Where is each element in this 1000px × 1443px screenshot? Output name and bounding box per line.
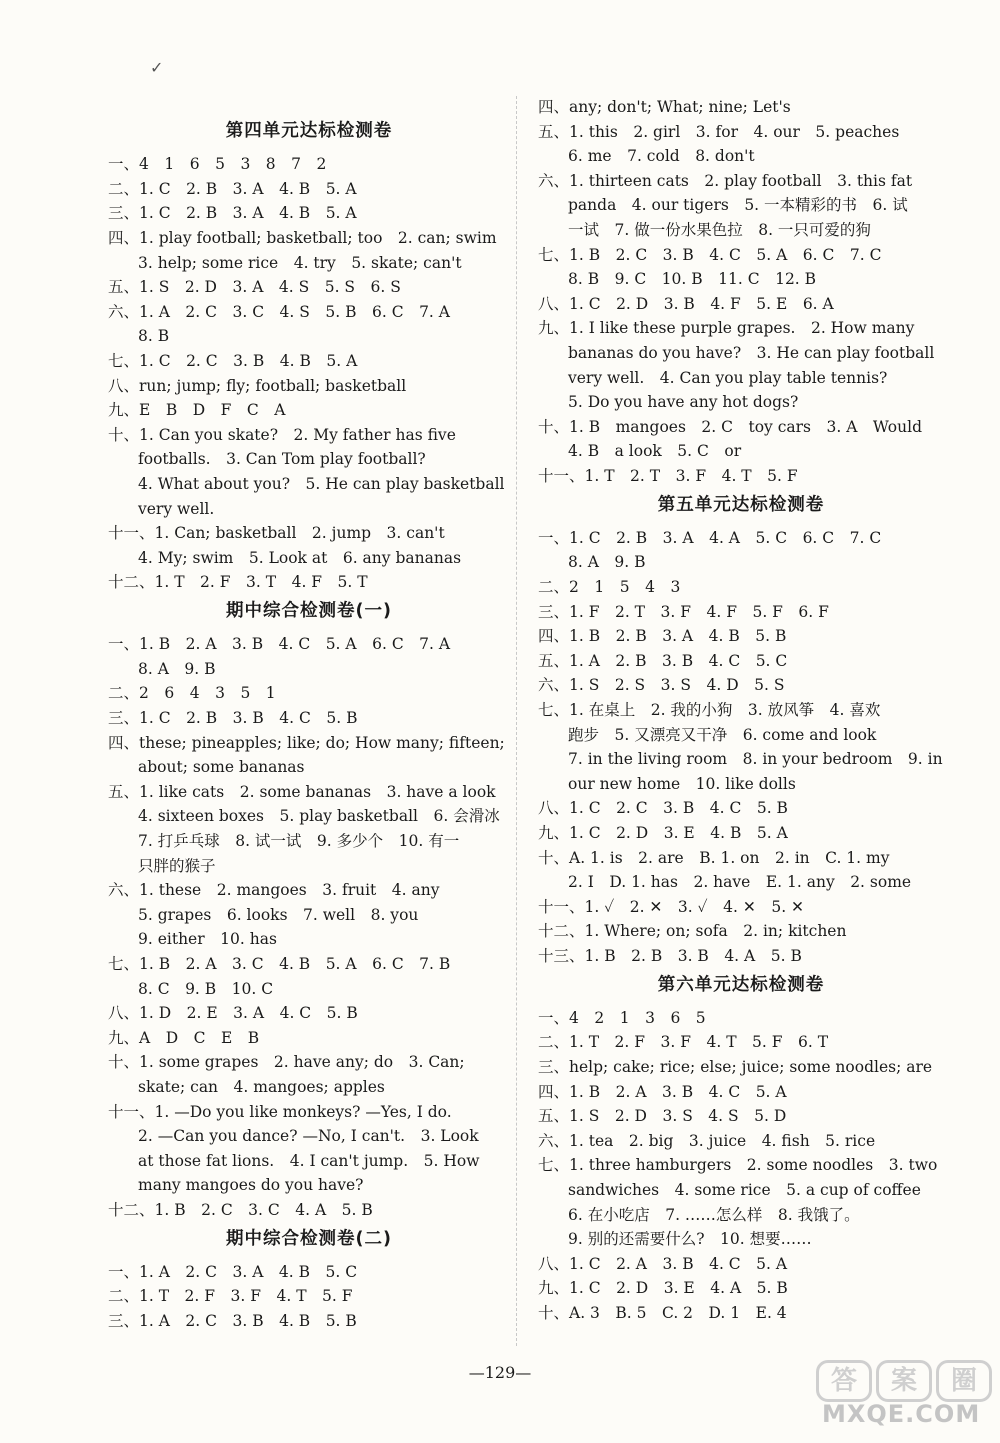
answer-line: 九、1. C 2. D 3. E 4. A 5. B [538,1279,788,1298]
answer-line: 六、1. S 2. S 3. S 4. D 5. S [538,676,785,695]
answer-line: 五、1. S 2. D 3. A 4. S 5. S 6. S [108,278,401,297]
answer-line: our new home 10. like dolls [568,774,796,793]
watermark-char: 圈 [936,1360,992,1402]
answer-line: 十二、1. B 2. C 3. C 4. A 5. B [108,1201,373,1220]
answer-line: 三、1. C 2. B 3. B 4. C 5. B [108,709,358,728]
answer-line: 五、1. this 2. girl 3. for 4. our 5. peaches [538,122,900,141]
answer-line: 二、2 6 4 3 5 1 [108,684,276,703]
check-mark: ✓ [150,58,164,77]
answer-line: 9. 别的还需要什么? 10. 想要…… [568,1230,812,1249]
answer-line: 8. A 9. B [568,553,646,572]
answer-line: panda 4. our tigers 5. 一本精彩的书 6. 试 [568,196,908,215]
answer-line: very well. 4. Can you play table tennis? [568,368,888,387]
answer-line: 2. I D. 1. has 2. have E. 1. any 2. some [568,873,912,892]
answer-line: 六、1. these 2. mangoes 3. fruit 4. any [108,881,440,900]
answer-line: 七、1. three hamburgers 2. some noodles 3. two [538,1156,938,1175]
answer-line: 三、1. A 2. C 3. B 4. B 5. B [108,1312,357,1331]
answer-line: 5. grapes 6. looks 7. well 8. you [138,905,419,924]
answer-line: 一、1. C 2. B 3. A 4. A 5. C 6. C 7. C [538,528,882,547]
answer-line: 一、1. A 2. C 3. A 4. B 5. C [108,1262,358,1281]
answer-line: 一、4 2 1 3 6 5 [538,1008,706,1027]
answer-line: 二、2 1 5 4 3 [538,578,681,596]
answer-line: 一试 7. 做一份水果色拉 8. 一只可爱的狗 [568,221,871,239]
answer-line: 七、1. 在桌上 2. 我的小狗 3. 放风筝 4. 喜欢 [538,701,881,719]
answer-line: 只胖的猴子 [138,856,216,875]
watermark-char: 案 [876,1360,932,1402]
answer-line: 十、1. some grapes 2. have any; do 3. Can; [108,1053,465,1072]
answer-line: 4. My; swim 5. Look at 6. any bananas [138,548,462,567]
answer-line: 四、these; pineapples; like; do; How many; fifteen; [108,733,505,752]
answer-line: 二、1. T 2. F 3. F 4. T 5. F 6. T [538,1033,829,1052]
answer-line: 七、1. B 2. A 3. C 4. B 5. A 6. C 7. B [108,955,451,974]
answer-line: 十一、1. T 2. T 3. F 4. T 5. F [538,467,798,485]
answer-line: very well. [138,499,215,518]
answer-line: 4. B a look 5. C or [568,442,742,461]
answer-line: 7. in the living room 8. in your bedroom 9. in [568,750,943,769]
answer-line: 8. A 9. B [138,659,216,678]
answer-line: 十、1. Can you skate? 2. My father has five [108,425,456,444]
section-heading: 第五单元达标检测卷 [657,494,825,515]
answer-line: 四、1. play football; basketball; too 2. can; swim [108,229,497,247]
answer-line: 八、1. C 2. C 3. B 4. C 5. B [538,799,788,818]
answer-line: 十、A. 3 B. 5 C. 2 D. 1 E. 4 [538,1304,787,1323]
answer-line: 二、1. T 2. F 3. F 4. T 5. F [108,1287,353,1306]
answer-line: about; some bananas [138,758,305,777]
answer-line: 五、1. like cats 2. some bananas 3. have a look [108,782,496,801]
watermark-url: MXQE.COM [822,1400,981,1428]
answer-line: 二、1. C 2. B 3. A 4. B 5. A [108,179,357,198]
answer-line: 4. sixteen boxes 5. play basketball 6. 会滑冰 [138,807,500,826]
answer-line: 一、1. B 2. A 3. B 4. C 5. A 6. C 7. A [108,635,451,654]
answer-line: 四、1. B 2. A 3. B 4. C 5. A [538,1082,787,1101]
answer-line: 十一、1. —Do you like monkeys? —Yes, I do. [108,1102,452,1121]
answer-line: 十一、1. ✓ 2. ✕ 3. ✓ 4. ✕ 5. ✕ [538,897,805,916]
answer-line: 9. either 10. has [138,930,277,949]
answer-line: 4. What about you? 5. He can play basketball [138,475,505,493]
answer-line: skate; can 4. mangoes; apples [138,1078,385,1097]
section-heading: 期中综合检测卷(二) [226,1228,392,1249]
column-divider [516,96,517,1346]
answer-line: 十二、1. T 2. F 3. T 4. F 5. T [108,573,368,592]
answer-line: 九、1. I like these purple grapes. 2. How many [538,319,915,338]
answer-line: 十二、1. Where; on; sofa 2. in; kitchen [538,922,847,941]
answer-line: 八、1. C 2. A 3. B 4. C 5. A [538,1254,788,1273]
answer-line: 三、1. C 2. B 3. A 4. B 5. A [108,204,357,223]
answer-line: sandwiches 4. some rice 5. a cup of coffee [568,1181,921,1200]
answer-line: 5. Do you have any hot dogs? [568,393,799,412]
watermark-char: 答 [816,1360,872,1402]
answer-line: footballs. 3. Can Tom play football? [138,450,426,469]
answer-line: 十三、1. B 2. B 3. B 4. A 5. B [538,947,802,965]
answer-line: 八、1. C 2. D 3. B 4. F 5. E 6. A [538,294,834,313]
answer-line: 五、1. A 2. B 3. B 4. C 5. C [538,651,788,670]
answer-line: 六、1. thirteen cats 2. play football 3. this fat [538,171,913,190]
answer-line: 一、4 1 6 5 3 8 7 2 [108,155,327,174]
answer-line: 8. C 9. B 10. C [138,979,274,998]
answer-line: 6. 在小吃店 7. ……怎么样 8. 我饿了。 [568,1205,860,1224]
answer-line: 九、A D C E B [108,1028,260,1047]
answer-line: 七、1. B 2. C 3. B 4. C 5. A 6. C 7. C [538,245,882,264]
answer-line: many mangoes do you have? [138,1176,364,1195]
answer-line: 六、1. tea 2. big 3. juice 4. fish 5. rice [538,1131,876,1150]
answer-line: 3. help; some rice 4. try 5. skate; can't [138,253,462,272]
answer-line: 四、any; don't; What; nine; Let's [538,98,791,116]
answer-line: 九、E B D F C A [108,401,286,420]
answer-line: 三、1. F 2. T 3. F 4. F 5. F 6. F [538,602,829,621]
watermark-logo [816,1360,996,1438]
answer-line: 跑步 5. 又漂亮又干净 6. come and look [568,725,877,744]
answer-line: 6. me 7. cold 8. don't [568,147,755,166]
answer-line: 五、1. S 2. D 3. S 4. S 5. D [538,1107,787,1126]
page-number: —129— [468,1363,532,1382]
answer-line: 8. B [138,327,170,346]
answer-line: bananas do you have? 3. He can play football [568,344,935,362]
section-heading: 第四单元达标检测卷 [225,121,393,141]
answer-line: 三、help; cake; rice; else; juice; some noodles; are [538,1058,933,1077]
answer-line: 八、run; jump; fly; football; basketball [108,376,407,395]
answer-line: 七、1. C 2. C 3. B 4. B 5. A [108,352,358,370]
answer-line: 八、1. D 2. E 3. A 4. C 5. B [108,1004,358,1023]
answer-line: 十一、1. Can; basketball 2. jump 3. can't [108,524,445,543]
answer-line: 7. 打乒乓球 8. 试一试 9. 多少个 10. 有一 [138,832,460,851]
section-heading: 期中综合检测卷(一) [226,601,392,621]
answer-line: 九、1. C 2. D 3. E 4. B 5. A [538,824,788,842]
answer-line: at those fat lions. 4. I can't jump. 5. How [138,1151,480,1170]
answer-line: 十、1. B mangoes 2. C toy cars 3. A Would [538,417,922,436]
answer-line: 2. —Can you dance? —No, I can't. 3. Look [138,1127,479,1146]
answer-line: 六、1. A 2. C 3. C 4. S 5. B 6. C 7. A [108,302,450,321]
section-heading: 第六单元达标检测卷 [657,974,825,995]
answer-line: 四、1. B 2. B 3. A 4. B 5. B [538,627,787,646]
answer-line: 8. B 9. C 10. B 11. C 12. B [568,270,817,289]
answer-line: 十、A. 1. is 2. are B. 1. on 2. in C. 1. my [538,848,890,867]
